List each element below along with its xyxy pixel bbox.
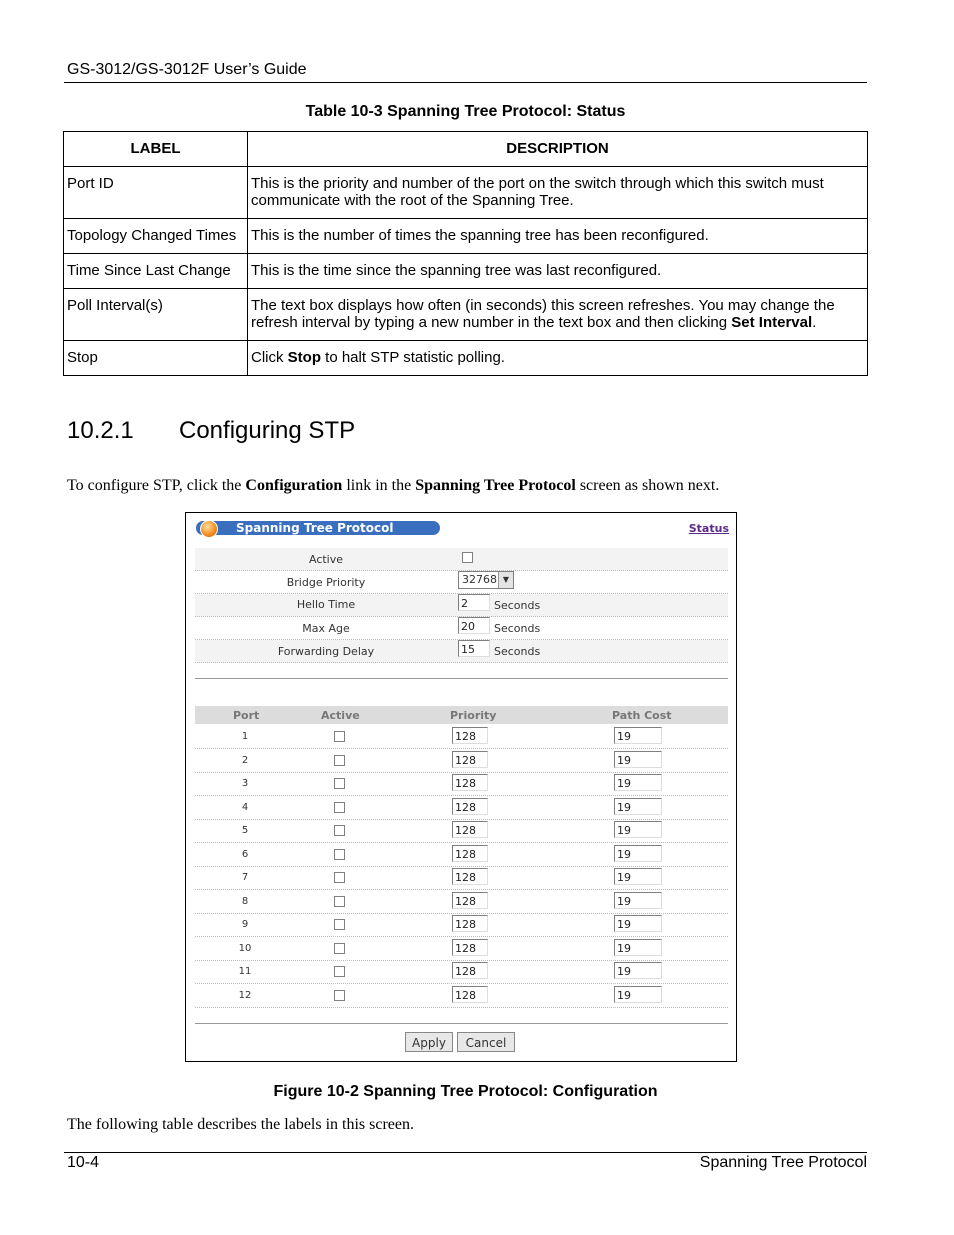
section-divider (195, 678, 728, 679)
port-active-checkbox[interactable] (334, 731, 345, 742)
port-path-cost-input[interactable]: 19 (614, 798, 662, 815)
port-path-cost-input[interactable]: 19 (614, 727, 662, 744)
port-path-cost-input[interactable]: 19 (614, 915, 662, 932)
bridge-priority-row (195, 571, 728, 594)
table-row (64, 167, 868, 219)
port-number: 8 (241, 895, 249, 907)
intro-text: To configure STP, click the (67, 477, 246, 494)
port-priority-input[interactable]: 128 (452, 939, 488, 956)
desc-text: Click (251, 349, 288, 366)
table-row (64, 341, 868, 376)
column-header-label: LABEL (64, 132, 248, 167)
port-active-checkbox[interactable] (334, 849, 345, 860)
orb-icon (200, 520, 218, 538)
bridge-priority-value: 32768 (462, 573, 497, 586)
port-number: 12 (238, 989, 252, 1001)
port-priority-input[interactable]: 128 (452, 915, 488, 932)
port-path-cost-input[interactable]: 19 (614, 868, 662, 885)
port-priority-input[interactable]: 128 (452, 986, 488, 1003)
row-description: This is the priority and number of the port on the switch through which this switch must communicate with the root of the Spanning Tree. (248, 167, 868, 219)
hello-time-unit: Seconds (494, 599, 541, 612)
port-active-checkbox[interactable] (334, 943, 345, 954)
section-title: Configuring STP (179, 417, 356, 444)
port-number: 5 (241, 825, 249, 836)
intro-text: link in the (342, 477, 416, 494)
table-row (64, 219, 868, 254)
port-number: 6 (241, 848, 249, 860)
column-priority: Priority (450, 709, 497, 722)
port-row (195, 960, 728, 984)
column-active: Active (321, 709, 360, 722)
desc-text: to halt STP statistic polling. (321, 349, 505, 366)
status-description-table (63, 131, 868, 376)
row-label: Time Since Last Change (64, 254, 248, 289)
button-divider (195, 1023, 728, 1024)
port-active-checkbox[interactable] (334, 802, 345, 813)
port-path-cost-input[interactable]: 19 (614, 774, 662, 791)
port-number: 9 (241, 919, 249, 930)
port-row (195, 819, 728, 843)
row-label: Topology Changed Times (64, 219, 248, 254)
desc-text: The text box displays how often (in seconds) this screen refreshes. You may change the refresh interval by typing a new number in the text box and then clicking (251, 297, 835, 331)
port-number: 10 (238, 942, 252, 954)
table-caption: Table 10-3 Spanning Tree Protocol: Status (305, 103, 626, 120)
port-number: 2 (241, 754, 249, 766)
desc-bold: Stop (287, 349, 321, 366)
page-number: 10-4 (67, 1154, 100, 1171)
port-active-checkbox[interactable] (334, 778, 345, 789)
port-row (195, 843, 728, 867)
section-number: 10.2.1 (67, 417, 134, 444)
port-row (195, 725, 728, 749)
port-priority-input[interactable]: 128 (452, 798, 488, 815)
port-active-checkbox[interactable] (334, 872, 345, 883)
hello-time-input[interactable]: 2 (458, 594, 490, 611)
port-active-checkbox[interactable] (334, 755, 345, 766)
port-path-cost-input[interactable]: 19 (614, 751, 662, 768)
row-label: Poll Interval(s) (64, 289, 248, 341)
port-path-cost-input[interactable]: 19 (614, 892, 662, 909)
bridge-priority-select[interactable] (458, 571, 514, 589)
row-description: This is the time since the spanning tree was last reconfigured. (248, 254, 868, 289)
port-row (195, 890, 728, 914)
active-row (195, 548, 728, 571)
port-row (195, 749, 728, 773)
intro-paragraph (67, 477, 719, 495)
port-priority-input[interactable]: 128 (452, 727, 488, 744)
port-row (195, 866, 728, 890)
port-row (195, 772, 728, 796)
desc-bold: Set Interval (731, 314, 813, 331)
screen-title: Spanning Tree Protocol (236, 521, 394, 535)
port-path-cost-input[interactable]: 19 (614, 962, 662, 979)
intro-text: screen as shown next. (575, 477, 720, 494)
port-active-checkbox[interactable] (334, 825, 345, 836)
port-path-cost-input[interactable]: 19 (614, 845, 662, 862)
running-header: GS-3012/GS-3012F User’s Guide (67, 61, 307, 78)
port-row (195, 937, 728, 961)
row-label: Port ID (64, 167, 248, 219)
table-row (64, 289, 868, 341)
hello-time-label: Hello Time (296, 598, 356, 611)
port-active-checkbox[interactable] (334, 990, 345, 1001)
stp-configuration-screen (185, 512, 737, 1062)
section-heading (67, 417, 355, 445)
port-priority-input[interactable]: 128 (452, 845, 488, 862)
port-number: 11 (238, 966, 252, 977)
max-age-label: Max Age (302, 622, 350, 635)
port-active-checkbox[interactable] (334, 919, 345, 930)
column-port: Port (233, 709, 260, 722)
active-label: Active (308, 553, 344, 566)
port-priority-input[interactable]: 128 (452, 868, 488, 885)
row-description: This is the number of times the spanning tree has been reconfigured. (248, 219, 868, 254)
footer-rule (64, 1152, 867, 1153)
port-row (195, 984, 728, 1008)
port-priority-input[interactable]: 128 (452, 892, 488, 909)
forwarding-delay-row (195, 640, 728, 663)
port-number: 4 (241, 801, 249, 813)
port-priority-input[interactable]: 128 (452, 962, 488, 979)
cancel-button[interactable]: Cancel (457, 1032, 515, 1052)
forwarding-delay-input[interactable]: 15 (458, 640, 490, 657)
intro-bold: Configuration (245, 477, 343, 494)
table-header-row (64, 132, 868, 167)
port-number: 1 (241, 731, 249, 742)
port-active-checkbox[interactable] (334, 966, 345, 977)
desc-text: . (812, 314, 817, 331)
port-priority-input[interactable]: 128 (452, 751, 488, 768)
forwarding-delay-unit: Seconds (494, 645, 541, 658)
port-path-cost-input[interactable]: 19 (614, 986, 662, 1003)
port-number: 3 (241, 778, 249, 789)
port-row (195, 913, 728, 937)
column-path-cost: Path Cost (612, 709, 672, 722)
port-path-cost-input[interactable]: 19 (614, 821, 662, 838)
port-priority-input[interactable]: 128 (452, 821, 488, 838)
port-priority-input[interactable]: 128 (452, 774, 488, 791)
table-row (64, 254, 868, 289)
bridge-priority-label: Bridge Priority (286, 576, 366, 589)
port-row (195, 796, 728, 820)
header-rule (64, 82, 867, 83)
max-age-row (195, 617, 728, 640)
port-active-checkbox[interactable] (334, 896, 345, 907)
forwarding-delay-label: Forwarding Delay (277, 645, 375, 658)
following-text: The following table describes the labels in this screen. (67, 1116, 415, 1133)
chevron-down-icon: ▼ (498, 572, 513, 588)
max-age-unit: Seconds (494, 622, 541, 635)
port-path-cost-input[interactable]: 19 (614, 939, 662, 956)
figure-caption: Figure 10-2 Spanning Tree Protocol: Configuration (273, 1083, 658, 1100)
hello-time-row (195, 594, 728, 617)
chapter-name: Spanning Tree Protocol (699, 1154, 867, 1171)
column-header-description: DESCRIPTION (248, 132, 868, 167)
max-age-input[interactable]: 20 (458, 617, 490, 634)
intro-bold: Spanning Tree Protocol (415, 477, 576, 494)
status-link[interactable]: Status (688, 522, 729, 535)
port-table-header (195, 706, 728, 724)
apply-button[interactable]: Apply (405, 1032, 453, 1052)
row-label: Stop (64, 341, 248, 376)
row-description (248, 289, 868, 341)
row-description (248, 341, 868, 376)
active-checkbox[interactable] (462, 552, 473, 563)
port-number: 7 (241, 872, 249, 883)
